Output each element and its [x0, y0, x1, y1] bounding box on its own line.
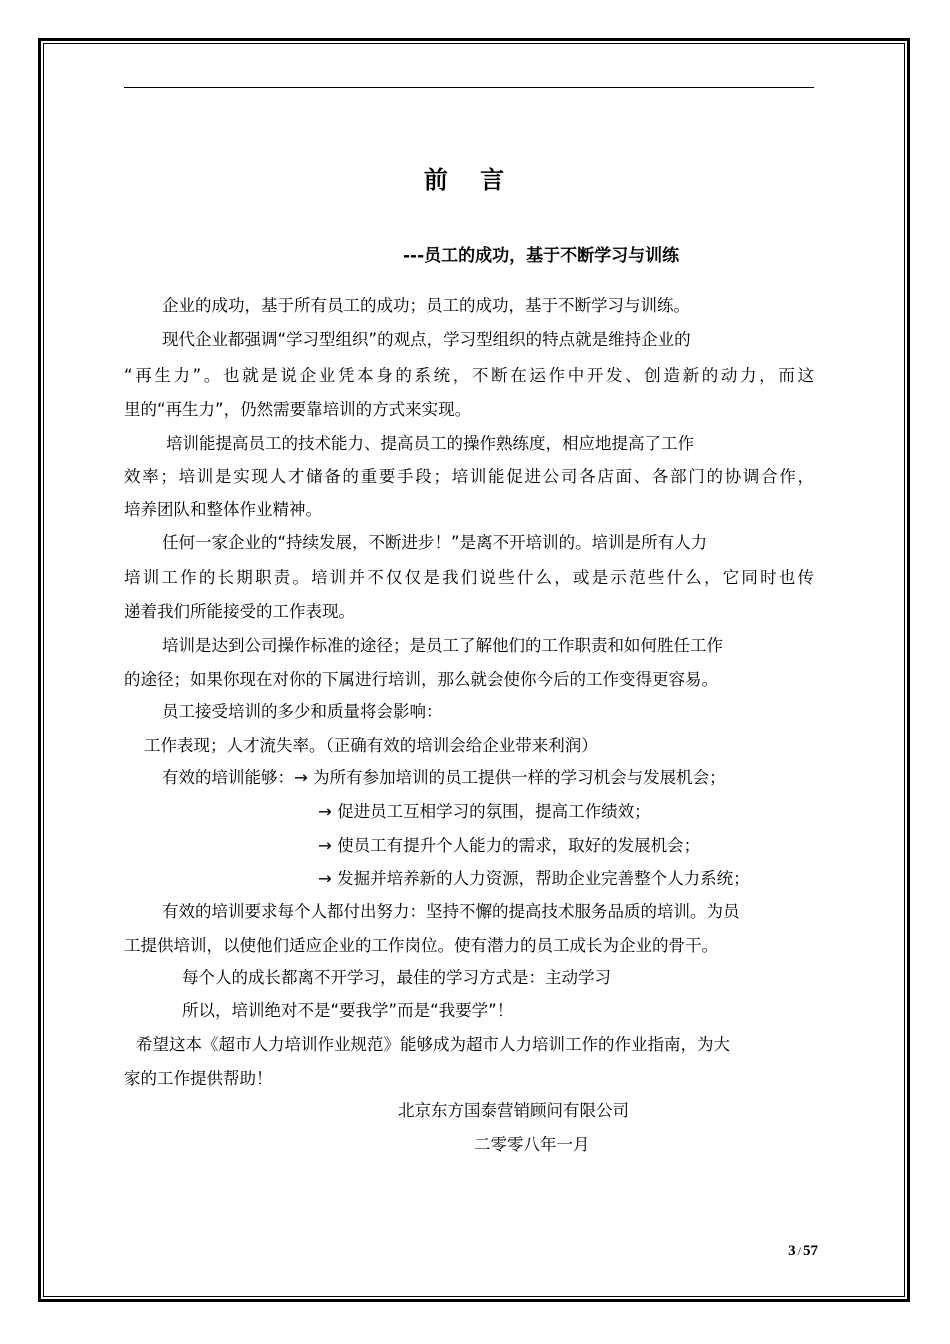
signature-company: 北京东方国泰营销顾问有限公司	[398, 1101, 629, 1120]
page-title: 前 言	[423, 166, 517, 194]
body-line: 培训是达到公司操作标准的途径；是员工了解他们的工作职责和如何胜任工作	[162, 636, 723, 655]
body-line: → 使员工有提升个人能力的需求，取好的发展机会；	[318, 836, 701, 855]
body-line: 培训工作的长期职责。培训并不仅仅是我们说些什么，或是示范些什么，它同时也传	[124, 568, 814, 587]
body-line: 家的工作提供帮助！	[124, 1069, 273, 1088]
body-line: 效率；培训是实现人才储备的重要手段；培训能促进公司各店面、各部门的协调合作，	[124, 467, 814, 486]
body-line: 有效的培训要求每个人都付出努力：坚持不懈的提高技术服务品质的培训。为员	[162, 902, 740, 921]
page-subtitle: ---员工的成功，基于不断学习与训练	[403, 246, 680, 266]
page-number-current: 3	[788, 1243, 796, 1259]
header-rule	[124, 87, 814, 88]
body-line: 递着我们所能接受的工作表现。	[124, 602, 355, 621]
body-line: 企业的成功，基于所有员工的成功；员工的成功，基于不断学习与训练。	[162, 296, 690, 315]
signature-date: 二零零八年一月	[474, 1135, 590, 1154]
body-line: 员工接受培训的多少和质量将会影响：	[162, 702, 443, 721]
body-line: 每个人的成长都离不开学习，最佳的学习方式是：主动学习	[182, 968, 611, 987]
body-line: 培训能提高员工的技术能力、提高员工的操作熟练度，相应地提高了工作	[166, 434, 694, 453]
body-line: 有效的培训能够：→ 为所有参加培训的员工提供一样的学习机会与发展机会；	[162, 768, 726, 787]
body-line: 现代企业都强调“学习型组织”的观点，学习型组织的特点就是维持企业的	[162, 330, 691, 349]
body-line: 工作表现；人才流失率。（正确有效的培训会给企业带来利润）	[144, 736, 598, 755]
page-number-separator: /	[797, 1244, 801, 1258]
body-line: 的途径；如果你现在对你的下属进行培训，那么就会使你今后的工作变得更容易。	[124, 670, 718, 689]
body-line: 所以，培训绝对不是“要我学”而是“我要学”！	[182, 1001, 514, 1020]
body-line: → 促进员工互相学习的氛围，提高工作绩效；	[318, 802, 651, 821]
body-line: 希望这本《超市人力培训作业规范》能够成为超市人力培训工作的作业指南，为大	[136, 1035, 730, 1054]
page-number-total: 57	[803, 1243, 818, 1259]
body-line: → 发掘并培养新的人力资源，帮助企业完善整个人力系统；	[318, 869, 750, 888]
body-line: 任何一家企业的“持续发展，不断进步！”是离不开培训的。培训是所有人力	[162, 533, 708, 552]
body-line: 培养团队和整体作业精神。	[124, 500, 322, 519]
body-line: “再生力”。也就是说企业凭本身的系统，不断在运作中开发、创造新的动力，而这	[124, 366, 814, 385]
body-line: 工提供培训，以使他们适应企业的工作岗位。使有潜力的员工成长为企业的骨干。	[124, 936, 718, 955]
body-line: 里的“再生力”，仍然需要靠培训的方式来实现。	[124, 400, 472, 419]
page-number	[788, 1243, 818, 1260]
